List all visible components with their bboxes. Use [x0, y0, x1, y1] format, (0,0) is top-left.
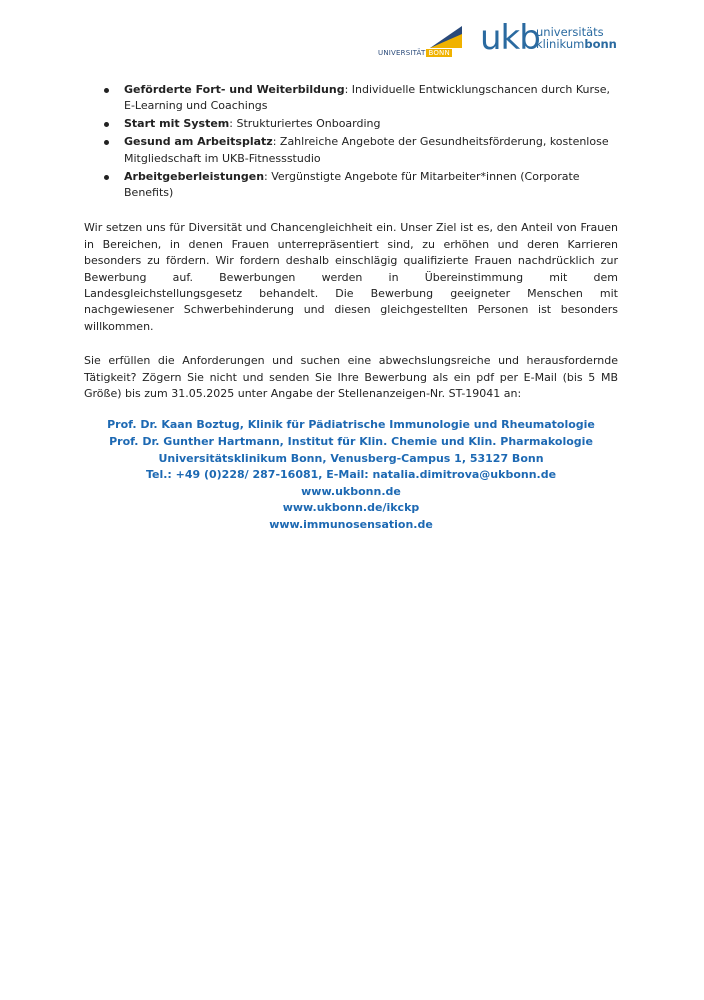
universitaet-bonn-logo [378, 26, 462, 60]
list-item: Start mit System: Strukturiertes Onboarding [84, 116, 618, 132]
benefits-list [84, 82, 618, 201]
uni-bonn-mark-icon [430, 26, 462, 48]
contact-line: Prof. Dr. Gunther Hartmann, Institut für Klin. Chemie und Klin. Pharmakologie [109, 435, 593, 448]
list-item: Gesund am Arbeitsplatz: Zahlreiche Angebote der Gesundheitsförderung, kostenlose Mitgliedschaft im UKB-Fitnessstudio [84, 134, 618, 167]
application-paragraph: Sie erfüllen die Anforderungen und suchen eine abwechslungsreiche und herausfordernde Tätigkeit? Zögern Sie nicht und senden Sie Ihre Bewerbung als ein pdf per E-Mail (bis 5 MB Größe) bis zum 31.05.2025 unter Angabe der Stellenanzeigen-Nr. ST-19041 an: [84, 354, 618, 400]
diversity-paragraph: Wir setzen uns für Diversität und Chancengleichheit ein. Unser Ziel ist es, den Anteil von Frauen in Bereichen, in denen Frauen unterrepräsentiert sind, zu erhöhen und deren Karrieren besonders zu fördern. Wir fordern deshalb einschlägig qualifizierte Frauen nachdrücklich zur Bewerbung auf. Bewerbungen werden in Übereinstimmung mit dem Landesgleichstellungsgesetz behandelt. Die Bewerbung geeigneter Menschen mit nachgewiesener Schwerbehinderung und diesen gleichgestellten Personen ist besonders willkommen. [84, 221, 618, 333]
link-immunosensation[interactable]: www.immunosensation.de [269, 517, 433, 531]
ukb-logo [480, 18, 630, 62]
link-ukbonn[interactable]: www.ukbonn.de [301, 484, 401, 498]
uni-logo-text: UNIVERSITÄT BONN [378, 49, 450, 57]
bullet-icon [104, 175, 109, 180]
document-body [84, 82, 618, 534]
link-ikckp[interactable]: www.ukbonn.de/ikckp [282, 501, 420, 515]
list-item: Arbeitgeberleistungen: Vergünstigte Angebote für Mitarbeiter*innen (Corporate Benefits) [84, 169, 618, 202]
contact-block [84, 417, 618, 533]
bullet-icon [104, 140, 109, 145]
list-item: Geförderte Fort- und Weiterbildung: Individuelle Entwicklungschancen durch Kurse, E-Learning und Coachings [84, 82, 618, 115]
contact-line: Prof. Dr. Kaan Boztug, Klinik für Pädiatrische Immunologie und Rheumatologie [107, 418, 595, 432]
contact-phone-email[interactable]: Tel.: +49 (0)228/ 287-16081, E-Mail: natalia.dimitrova@ukbonn.de [145, 468, 557, 482]
contact-address: Universitätsklinikum Bonn, Venusberg-Campus 1, 53127 Bonn [158, 451, 544, 465]
bullet-icon [104, 88, 109, 93]
bullet-icon [104, 122, 109, 127]
ukb-letters: ukb [480, 18, 540, 58]
ukb-subtitle: universitäts klinikumbonn [536, 25, 617, 51]
